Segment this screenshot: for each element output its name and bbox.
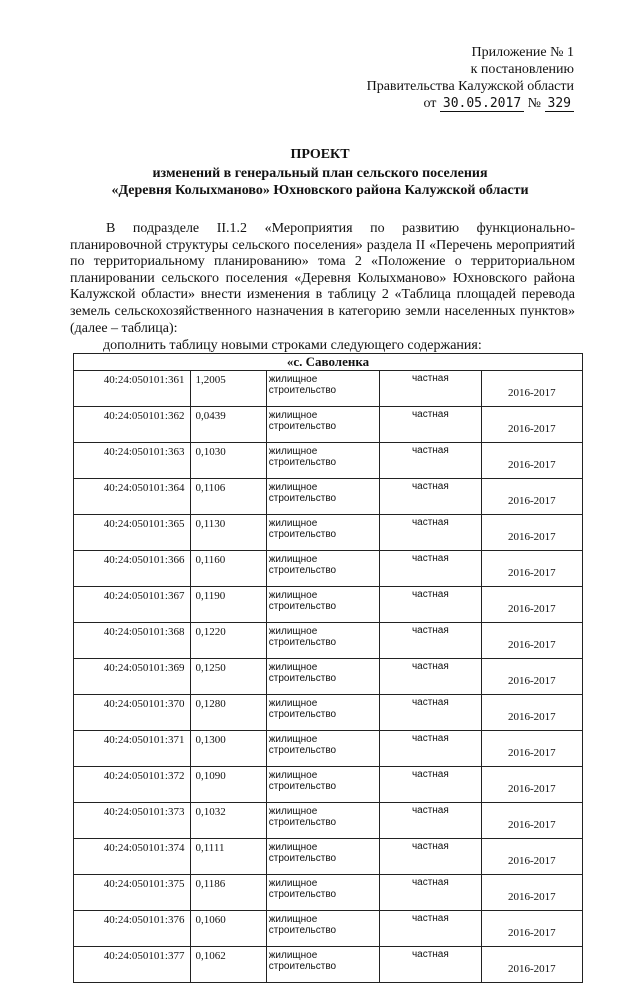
title-subject: изменений в генеральный план сельского поселения [152,166,488,181]
table-row [74,587,583,623]
area-cell: 0,1220 [191,623,266,659]
area-cell: 0,1060 [191,911,266,947]
cadastral-number-cell: 40:24:050101:367 [74,587,191,623]
appendix-header [367,44,574,112]
ownership-cell: частная [380,911,481,947]
table-row [74,839,583,875]
ownership-cell: частная [380,839,481,875]
area-cell: 0,1186 [191,875,266,911]
area-cell: 0,1130 [191,515,266,551]
purpose-cell: жилищное строительство [266,659,379,695]
table-row [74,803,583,839]
cadastral-number-cell: 40:24:050101:372 [74,767,191,803]
title-project: ПРОЕКТ [290,147,350,162]
years-cell: 2016-2017 [481,407,582,443]
area-cell: 0,1032 [191,803,266,839]
document-title [60,146,580,199]
cadastral-number-cell: 40:24:050101:365 [74,515,191,551]
ownership-cell: частная [380,731,481,767]
years-cell: 2016-2017 [481,623,582,659]
area-cell: 1,2005 [191,371,266,407]
table-row [74,947,583,983]
cadastral-number-cell: 40:24:050101:373 [74,803,191,839]
date-prefix: от [423,96,437,111]
area-cell: 0,1280 [191,695,266,731]
cadastral-number-cell: 40:24:050101:374 [74,839,191,875]
table-row [74,479,583,515]
ownership-cell: частная [380,587,481,623]
resolution-date: 30.05.2017 [440,96,524,112]
years-cell: 2016-2017 [481,551,582,587]
years-cell: 2016-2017 [481,839,582,875]
cadastral-number-cell: 40:24:050101:369 [74,659,191,695]
area-cell: 0,0439 [191,407,266,443]
area-cell: 0,1250 [191,659,266,695]
years-cell: 2016-2017 [481,875,582,911]
appendix-number: Приложение № 1 [471,45,574,60]
table-row [74,875,583,911]
purpose-cell: жилищное строительство [266,803,379,839]
area-cell: 0,1190 [191,587,266,623]
table-row [74,911,583,947]
purpose-cell: жилищное строительство [266,731,379,767]
resolution-number: 329 [545,96,574,112]
years-cell: 2016-2017 [481,515,582,551]
title-settlement: «Деревня Колыхманово» Юхновского района Калужской области [111,183,529,198]
years-cell: 2016-2017 [481,695,582,731]
ownership-cell: частная [380,947,481,983]
number-prefix: № [527,96,542,111]
cadastral-number-cell: 40:24:050101:366 [74,551,191,587]
purpose-cell: жилищное строительство [266,911,379,947]
purpose-cell: жилищное строительство [266,443,379,479]
years-cell: 2016-2017 [481,947,582,983]
ownership-cell: частная [380,875,481,911]
cadastral-number-cell: 40:24:050101:364 [74,479,191,515]
ownership-cell: частная [380,623,481,659]
ownership-cell: частная [380,443,481,479]
table-row [74,695,583,731]
purpose-cell: жилищное строительство [266,515,379,551]
ownership-cell: частная [380,407,481,443]
ownership-cell: частная [380,515,481,551]
appendix-to-resolution: к постановлению [470,62,574,77]
area-cell: 0,1090 [191,767,266,803]
body-paragraph: В подразделе II.1.2 «Мероприятия по развитию функционально-планировочной структуры сельского поселения» раздела II «Перечень мероприятий по территориальному планированию» тома 2 «Положение о территориальном планировании сельского поселения «Деревня Колыхманово» Юхновского района Калужской области» внести изменения в таблицу 2 «Таблица площадей перевода земель сельскохозяйственного назначения в категорию земли населенных пунктов» (далее – таблица): [70,221,575,336]
years-cell: 2016-2017 [481,731,582,767]
area-cell: 0,1062 [191,947,266,983]
table-row [74,515,583,551]
appendix-government: Правительства Калужской области [366,79,574,94]
table-row [74,767,583,803]
cadastral-number-cell: 40:24:050101:361 [74,371,191,407]
ownership-cell: частная [380,767,481,803]
ownership-cell: частная [380,479,481,515]
purpose-cell: жилищное строительство [266,623,379,659]
cadastral-number-cell: 40:24:050101:377 [74,947,191,983]
purpose-cell: жилищное строительство [266,407,379,443]
table-row [74,371,583,407]
purpose-cell: жилищное строительство [266,947,379,983]
table-row [74,731,583,767]
table-row [74,551,583,587]
table-row [74,443,583,479]
cadastral-number-cell: 40:24:050101:363 [74,443,191,479]
area-cell: 0,1111 [191,839,266,875]
cadastral-number-cell: 40:24:050101:371 [74,731,191,767]
years-cell: 2016-2017 [481,443,582,479]
cadastral-number-cell: 40:24:050101:376 [74,911,191,947]
years-cell: 2016-2017 [481,479,582,515]
table-intro: дополнить таблицу новыми строками следующего содержания: [103,338,482,353]
cadastral-number-cell: 40:24:050101:362 [74,407,191,443]
table-row [74,659,583,695]
area-cell: 0,1160 [191,551,266,587]
purpose-cell: жилищное строительство [266,875,379,911]
years-cell: 2016-2017 [481,803,582,839]
years-cell: 2016-2017 [481,911,582,947]
table-section-title: «с. Саволенка [74,354,583,371]
land-table [73,353,583,983]
table-body [74,371,583,983]
table-row [74,407,583,443]
purpose-cell: жилищное строительство [266,551,379,587]
years-cell: 2016-2017 [481,659,582,695]
area-cell: 0,1300 [191,731,266,767]
area-cell: 0,1106 [191,479,266,515]
cadastral-number-cell: 40:24:050101:370 [74,695,191,731]
area-cell: 0,1030 [191,443,266,479]
years-cell: 2016-2017 [481,767,582,803]
purpose-cell: жилищное строительство [266,695,379,731]
purpose-cell: жилищное строительство [266,767,379,803]
purpose-cell: жилищное строительство [266,839,379,875]
years-cell: 2016-2017 [481,371,582,407]
ownership-cell: частная [380,371,481,407]
years-cell: 2016-2017 [481,587,582,623]
purpose-cell: жилищное строительство [266,371,379,407]
resolution-date-line [423,95,574,112]
table-row [74,623,583,659]
ownership-cell: частная [380,659,481,695]
ownership-cell: частная [380,551,481,587]
cadastral-number-cell: 40:24:050101:375 [74,875,191,911]
purpose-cell: жилищное строительство [266,587,379,623]
ownership-cell: частная [380,803,481,839]
purpose-cell: жилищное строительство [266,479,379,515]
ownership-cell: частная [380,695,481,731]
cadastral-number-cell: 40:24:050101:368 [74,623,191,659]
